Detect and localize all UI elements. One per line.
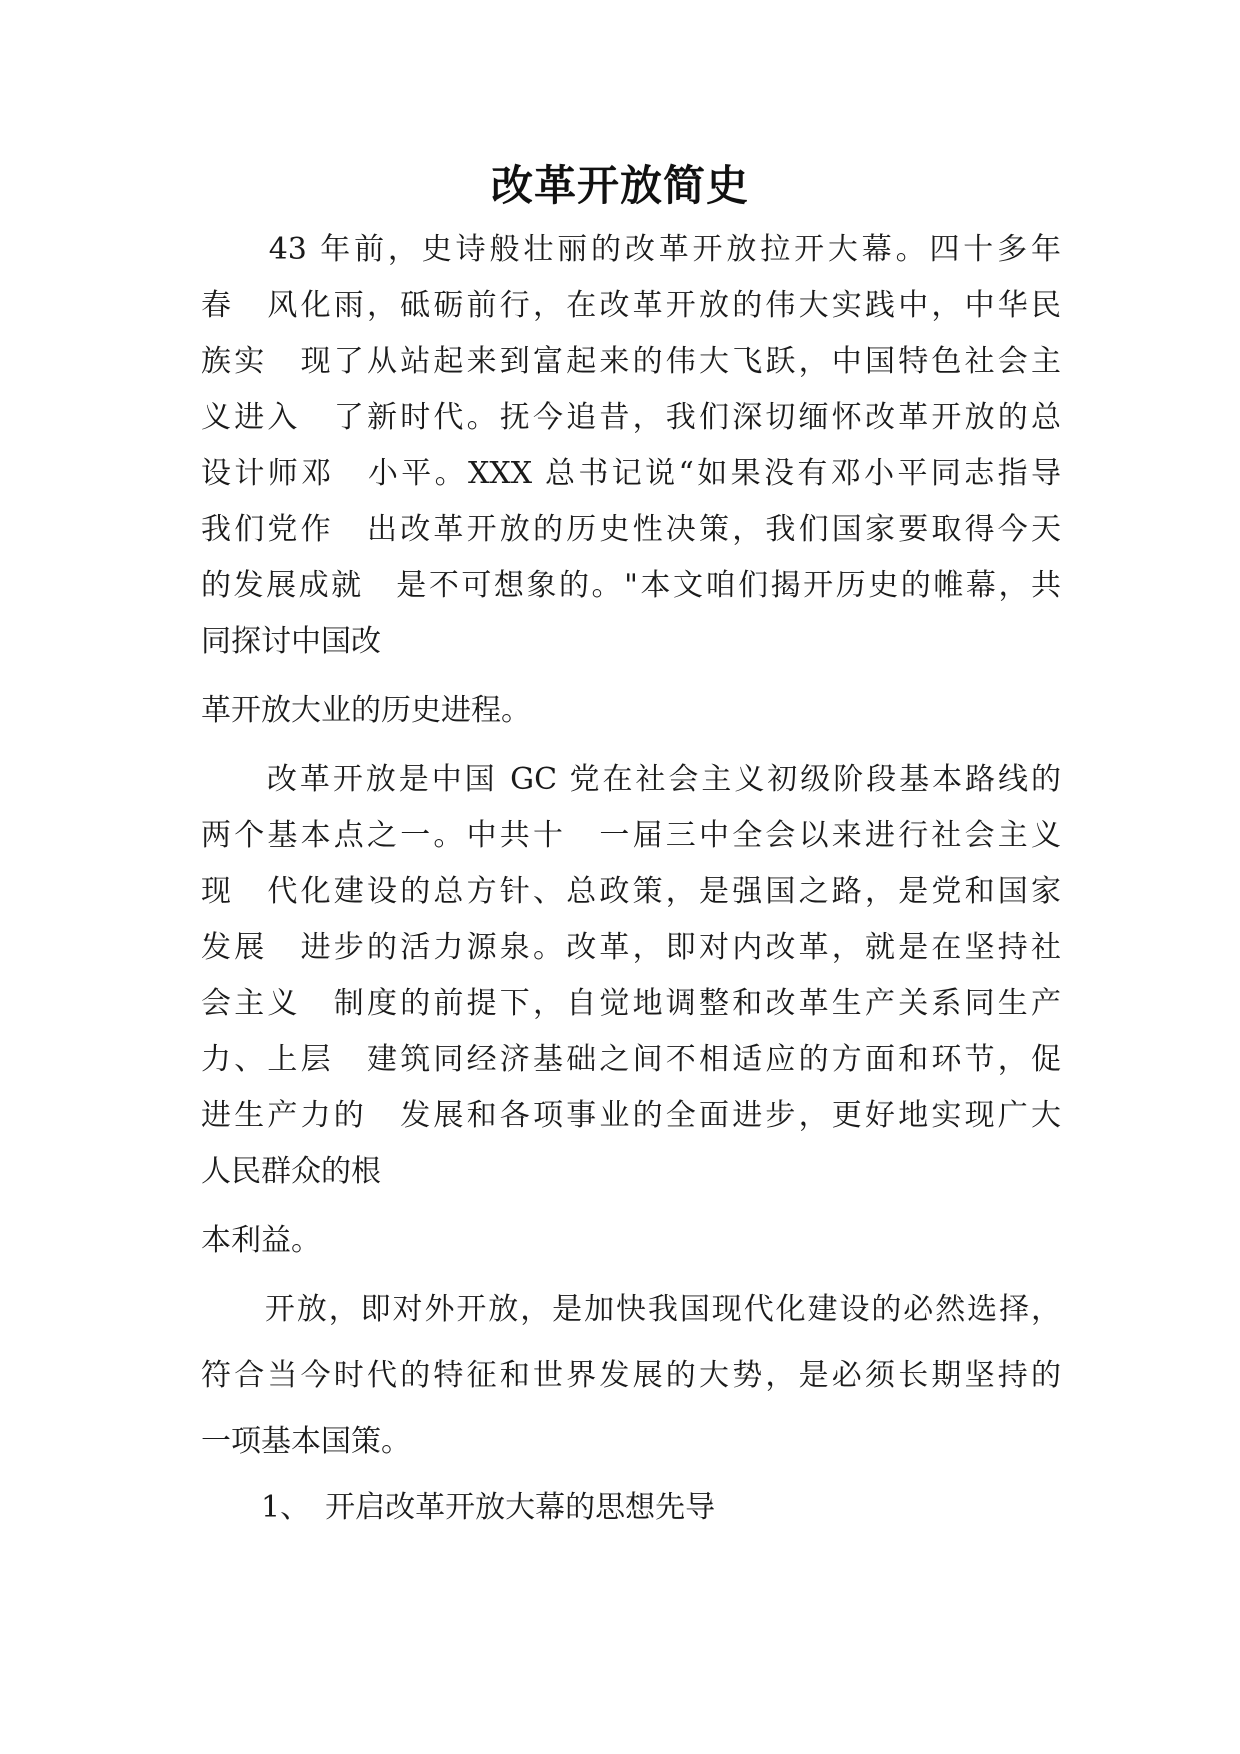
body-line: 族实 现了从站起来到富起来的伟大飞跃，中国特色社会主 — [201, 344, 1061, 379]
body-line: 人民群众的根 — [201, 1154, 381, 1189]
body-line: 现 代化建设的总方针、总政策，是强国之路，是党和国家 — [201, 874, 1061, 909]
body-line: 本利益。 — [201, 1223, 321, 1258]
body-line: 43 年前，史诗般壮丽的改革开放拉开大幕。四十多年 — [201, 232, 1061, 267]
body-line: 力、上层 建筑同经济基础之间不相适应的方面和环节，促 — [201, 1042, 1061, 1077]
body-line: 同探讨中国改 — [201, 624, 381, 659]
body-line: 设计师邓 小平。XXX 总书记说“如果没有邓小平同志指导 — [201, 456, 1061, 491]
document-title: 改革开放简史 — [490, 161, 749, 210]
body-line: 进生产力的 发展和各项事业的全面进步，更好地实现广大 — [201, 1098, 1061, 1133]
body-line: 的发展成就 是不可想象的。"本文咱们揭开历史的帷幕，共 — [201, 568, 1061, 603]
body-line: 一项基本国策。 — [201, 1424, 411, 1459]
body-line: 我们党作 出改革开放的历史性决策，我们国家要取得今天 — [201, 512, 1061, 547]
body-line: 两个基本点之一。中共十 一届三中全会以来进行社会主义 — [201, 818, 1061, 853]
section-heading: 1、 开启改革开放大幕的思想先导 — [201, 1490, 716, 1525]
body-line: 春 风化雨，砥砺前行，在改革开放的伟大实践中，中华民 — [201, 288, 1061, 323]
body-line: 开放，即对外开放，是加快我国现代化建设的必然选择， — [201, 1292, 1061, 1327]
body-line: 符合当今时代的特征和世界发展的大势，是必须长期坚持的 — [201, 1358, 1061, 1393]
body-line: 会主义 制度的前提下，自觉地调整和改革生产关系同生产 — [201, 986, 1061, 1021]
body-line: 革开放大业的历史进程。 — [201, 693, 531, 728]
body-line: 发展 进步的活力源泉。改革，即对内改革，就是在坚持社 — [201, 930, 1061, 965]
body-line: 义进入 了新时代。抚今追昔，我们深切缅怀改革开放的总 — [201, 400, 1061, 435]
body-line: 改革开放是中国 GC 党在社会主义初级阶段基本路线的 — [201, 762, 1061, 797]
